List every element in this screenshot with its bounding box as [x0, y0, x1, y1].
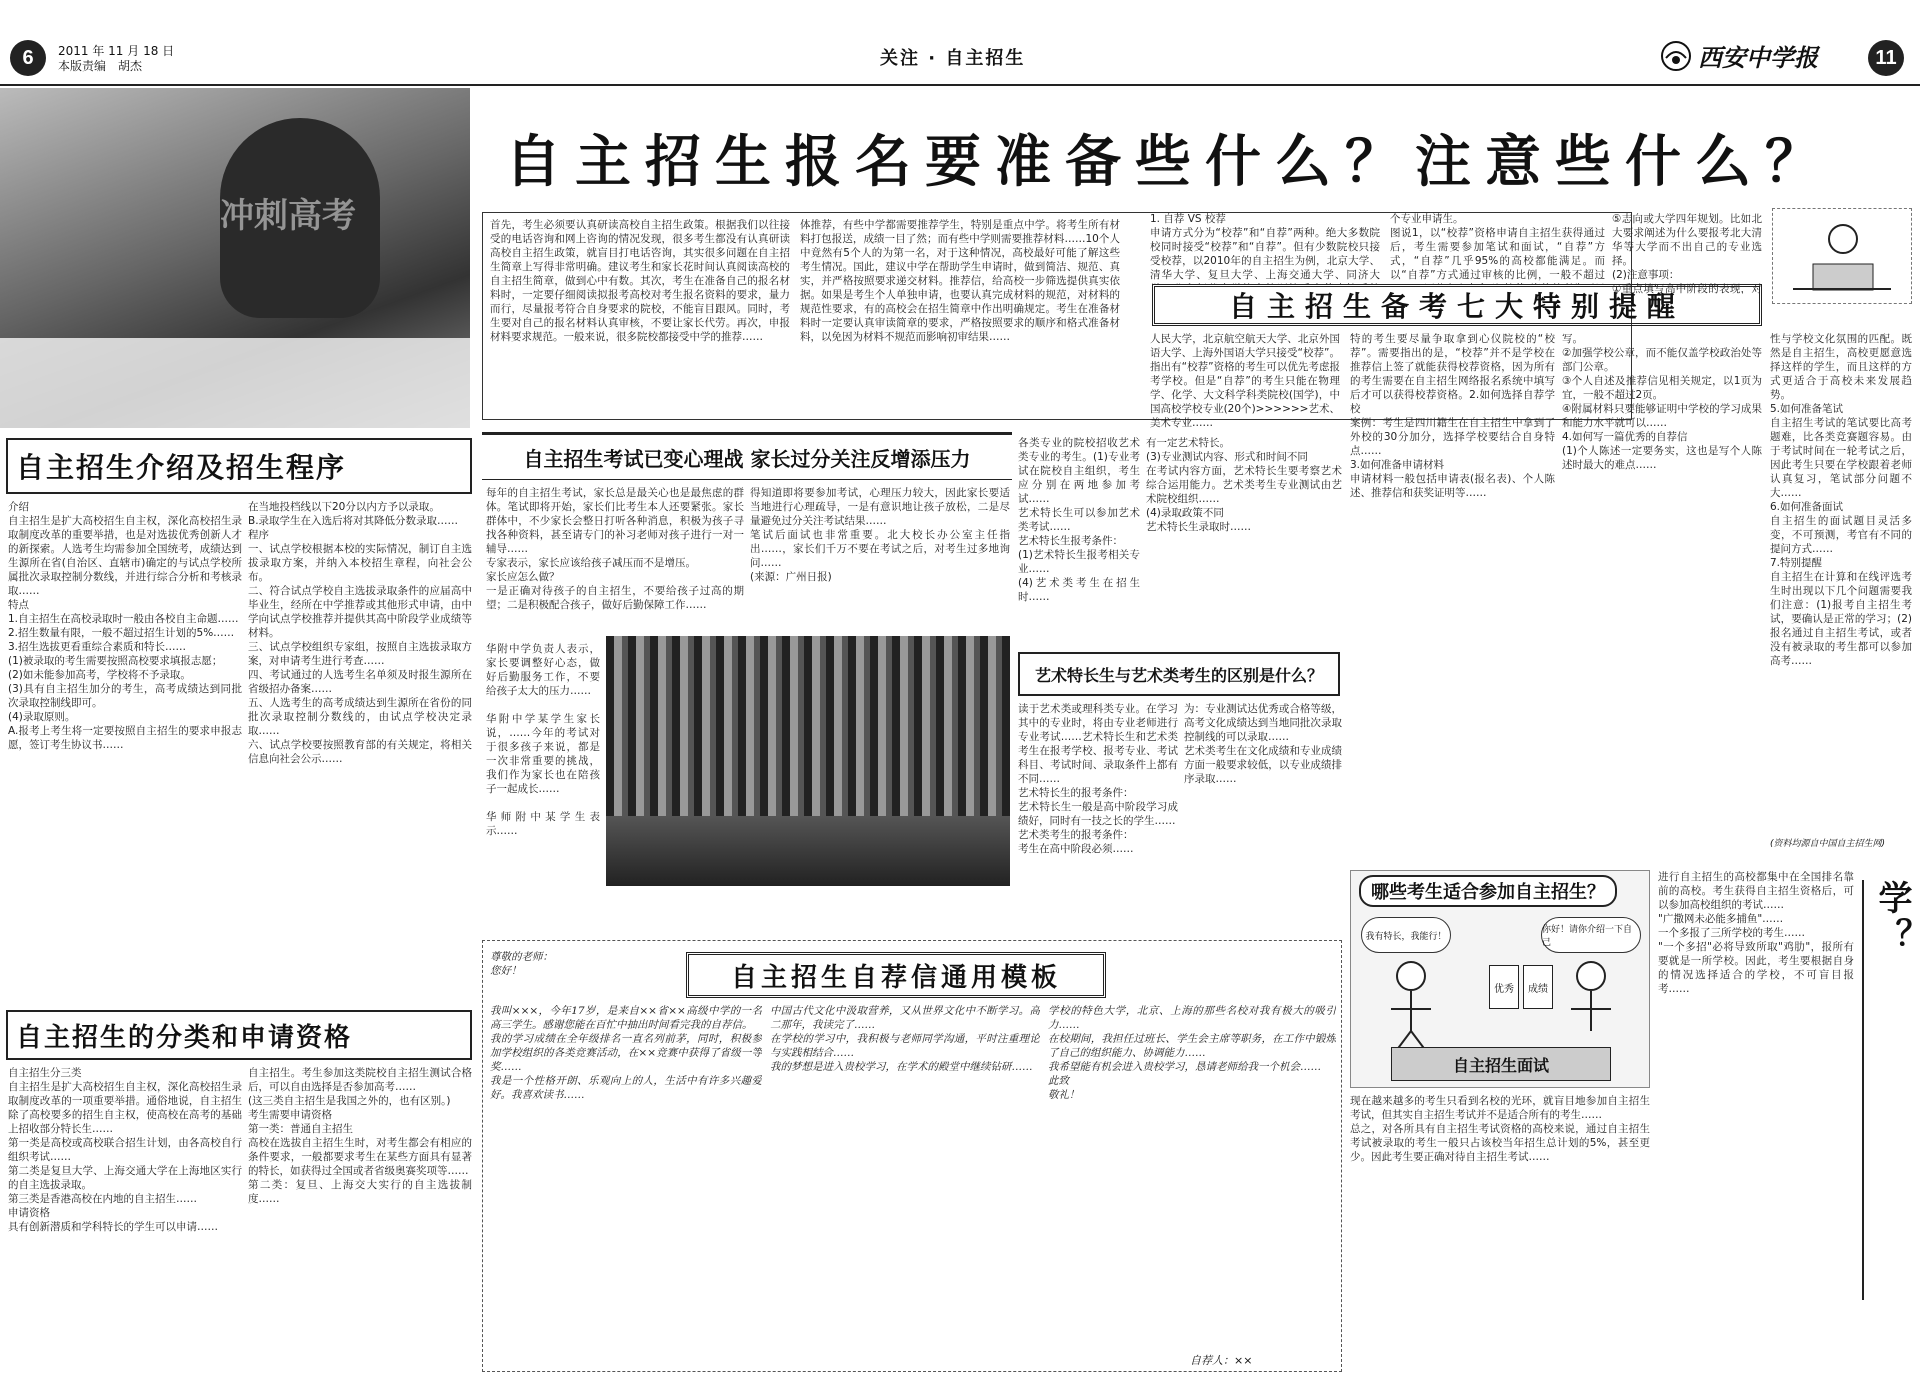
- section-title-psych-war: 自主招生考试已变心理战 家长过分关注反增添压力: [482, 432, 1012, 480]
- cartoon-title: 哪些考生适合参加自主招生？: [1359, 875, 1617, 907]
- section-title-intro-process: 自主招生介绍及招生程序: [6, 438, 472, 494]
- suitability-column: 现在越来越多的考生只看到名校的光环，就盲目地参加自主招生考试，但其实自主招生考试并不是适合所有的考生…… 总之，对各所具有自主招生考试资格的高校来说，通过自主招生考试被录取的考生一般只占该校当年招生总计划的5%，甚至更少。因此考生要正确对待自主招生考试……: [1350, 1095, 1650, 1163]
- header-divider: [0, 84, 1920, 86]
- page-number-left: 6: [10, 40, 46, 76]
- seven-source: (资料均源自中国自主招生网): [1770, 839, 1886, 849]
- seven-column-4: 性与学校文化氛围的匹配。既然是自主招生，高校更愿意选择这样的学生，而且这样的方式更适合于高校未来发展趋势。 5.如何准备笔试 自主招生考试的笔试要比高考题难，比各类竞赛题容易。由于考试时间在一轮考试之后，因此考生只要在学校跟着老师认真复习，笔试部分问题不大…… 6.如何准备面试 自主招生的面试题目灵活多变，不可预测，考官有不同的提问方式…… 7.特别提醒 自主招生在计算和在线评选考生时出现以下几个问题需要我们注意：(1)报考自主招生考试，要确认是正常的学习；(2)报名通过自主招生考试，或者没有被录取的考生都可以参加高考……: [1770, 333, 1912, 667]
- letter-column-2: 中国古代文化中汲取营养，又从世界文化中不断学习。高二那年，我读完了…… 在学校的学习中，我积极与老师同学沟通，平时注重理论与实践相结合…… 我的梦想是进入贵校学习，在学术的殿堂中继续钻研……: [770, 1005, 1040, 1073]
- section-title-category-eligibility: 自主招生的分类和申请资格: [6, 1010, 472, 1060]
- psych-lower-column: 华附中学负责人表示，家长要调整好心态，做好后勤服务工作，不要给孩子太大的压力…… 华附中学某学生家长说，……今年的考试对于很多孩子来说，都是一次非常重要的挑战，我们作为家长也在陪孩子一起成长…… 华师附中某学生表示……: [486, 643, 600, 837]
- seven-column-2: 特的考生要尽量争取拿到心仪院校的“校荐”。需要指出的是，“校荐”并不是学校在推荐信上签了就能获得校荐资格，因为所有的考生需要在自主招生网络报名系统中填写后才可以获得校荐资格。2.如何选择自荐学校 案例：考生是四川籍生在自主招生中拿到了外校的30分加分，选择学校要结合自身特点…… 3.如何准备申请材料 申请材料一般包括申请表(报名表)、个人陈述、推荐信和获奖证明等……: [1350, 333, 1555, 499]
- category-column-1: 自主招生分三类 自主招生是扩大高校招生自主权，深化高校招生录取制度改革的一项重要举措。通俗地说，自主招生除了高校要多的招生自主权，使高校在高考的基础上招收部分特长生…… 第一类是高校或高校联合招生计划，由各高校自行组织考试…… 第二类是复旦大学、上海交通大学在上海地区实行的自主选拔录取。 第三类是香港高校在内地的自主招生…… 申请资格 具有创新潜质和学科特长的学生可以申请……: [8, 1067, 242, 1233]
- intro-column-2: 体推荐，有些中学都需要推荐学生，特别是重点中学。将考生所有材料打包报送，成绩一目了然；而有些中学则需要推荐材料……10个人中竟然有5个人的为第一名，对于这种情况，高校最好可能了解这些考生情况。国此，建议中学在帮助学生申请时，做到简洁、规范、真实，并严格按照要求递交材料。推荐信，给高校一步筛选提供真实依据。如果是考生个人单独申请，也要认真完成材料的规范，对材料的规范性要求，有的高校会在招生简章中作出明确规定。考生在准备材料时一定要认真审读简章的要求，严格按照要求的顺序和格式准备材料，以免因为材料不规范而影响初审结果……: [800, 219, 1120, 343]
- intro-process-column-1: 介绍 自主招生是扩大高校招生自主权，深化高校招生录取制度改革的重要举措，也是对选拔优秀创新人才的新探索。人选考生均需参加全国统考，成绩达到生源所在省(自治区、直辖市)确定的与试点学校所属批次录取控制分数线，并进行综合分析和考核录取…… 特点 1.自主招生在高校录取时一般由各校自主命题…… 2.招生数量有限，一般不超过招生计划的5%…… 3.招生选拔更看重综合素质和特长…… (1)被录取的考生需要按照高校要求填报志愿； (2)如未能参加高考，学校将不予录取。 (3)具有自主招生加分的考生，高考成绩达到同批次录取控制线即可。 (4)录取原则。 A.报考上考生将一定要按照自主招生的要求申报志愿，签订考生协议书……: [8, 501, 242, 751]
- art-column-1: 各类专业的院校招收艺术类专业的考生。(1)专业考试在院校自主组织，考生应分别在两地参加考试…… 艺术特长生可以参加艺术类考试…… 艺术特长生报考条件： (1)艺术特长生报考相关专业…… (4)艺术类考生在招生时……: [1018, 437, 1140, 603]
- paper-masthead: [1660, 38, 1818, 73]
- seven-column-1: 人民大学，北京航空航天大学、北京外国语大学、上海外国语大学只接受“校荐”。指出有“校荐”资格的考生可以优先考虑报考学校。但是“自荐”的考生只能在物理学、化学、大文科学科类院校(国学)，中国高校学校专业(20个)>>>>>>艺术、美术专业……: [1150, 333, 1340, 429]
- psych-column-2: 得知道即将要参加考试，心理压力较大，因此家长要适当地进行心理疏导，一是有意识地让孩子放松，二是尽量避免过分关注考试结果…… 笔试后面试也非常重要。北大校长办公室主任指出……，家长们千万不要在考试之后，对考生过多地询问…… (来源：广州日报): [750, 487, 1010, 583]
- intro-column-4: 个专业申请生。 图说1，以“校荐”资格申请自主招生获得通过后，考生需要参加笔试和面试，“自荐”方式，“自荐”几乎95%的高校都能满足。而以“自荐”方式通过审核的比例，一般不超过: [1390, 213, 1605, 281]
- header-date: 2011 年 11 月 18 日: [58, 44, 175, 58]
- cartoon-grade-card: 成绩: [1523, 965, 1553, 1009]
- main-headline: 自主招生报名要准备些什么？注意些什么？: [505, 129, 1835, 195]
- header-section: 关注 · 自主招生: [880, 48, 1026, 69]
- cartoon-bubble-left: 我有特长，我能行！: [1361, 917, 1451, 953]
- letter-column-3: 学校的特色大学，北京、上海的那些名校对我有极大的吸引力…… 在校期间，我担任过班长、学生会主席等职务，在工作中锻炼了自己的组织能力、协调能力…… 我希望能有机会进入贵校学习，恳请老师给我一个机会…… 此致 敬礼！: [1048, 1005, 1336, 1101]
- cartoon-cert-card: 优秀: [1489, 965, 1519, 1009]
- letter-column-1: 我叫×××，今年17岁，是来自××省××高级中学的一名高三学生。感谢您能在百忙中抽出时间看完我的自荐信。 我的学习成绩在全年级排名一直名列前茅，同时，积极参加学校组织的各类竞赛活动，在××竞赛中获得了省级一等奖…… 我是一个性格开朗、乐观向上的人，生活中有许多兴趣爱好。我喜欢读书……: [490, 1005, 762, 1101]
- psych-column-1: 每年的自主招生考试，家长总是最关心也是最焦虑的群体。笔试即将开始，家长们比考生本人还要紧张。家长群体中，不少家长会整日打听各种消息，积极为孩子寻找各种资料，甚至请专门的补习老师对孩子进行一对一辅导…… 专家表示，家长应该给孩子减压而不是增压。 家长应怎么做？ 一是正确对待孩子的自主招生，不要给孩子过高的期望；二是积极配合孩子，做好后勤保障工作……: [486, 487, 744, 611]
- art-lower-column-2: 为：专业测试达优秀或合格等级，高考文化成绩达到当地同批次录取控制线的可以录取…… 艺术类考生在文化成绩和专业成绩方面一般要求较低，以专业成绩排序录取……: [1184, 703, 1342, 785]
- intro-column-1: 首先，考生必须要认真研读高校自主招生政策。根据我们以往接受的电话咨询和网上咨询的情况发现，很多考生都没有认真研读高校自主招生政策，就盲目打电话咨询，其实很多问题在自主招生简章上写得非常明确。建议考生和家长花时间认真阅读高校的自主招生简章，做到心中有数。其次，考生在准备自己的报名材料时，一定要仔细阅读拟报考高校对考生报名资料的要求，量力而行，尽量报考符合自身要求的院校，不能盲目跟风。同时，考生要对自己的报名材料认真审核，不要让家长代劳。再次，申报材料要求规范。一般来说，很多院校都接受中学的推荐……: [490, 219, 790, 343]
- header-date-block: [58, 44, 174, 74]
- intro-process-column-2: 在当地投档线以下20分以内方予以录取。 B.录取学生在入选后将对其降低分数录取…… 程序 一、试点学校根据本校的实际情况，制订自主选拔录取方案，并纳入本校招生章程，向社会公布。 二、符合试点学校自主选拔录取条件的应届高中毕业生，经所在中学推荐或其他形式申请，由中学向试点学校推荐并提供其高中阶段学业成绩等材料。 三、试点学校组织专家组，按照自主选拔录取方案，对申请考生进行考查…… 四、考试通过的人选考生名单须及时报生源所在省级招办备案…… 五、人选考生的高考成绩达到生源所在省份的同批次录取控制分数线的，由试点学校决定录取…… 六、试点学校要按照教育部的有关规定，将相关信息向社会公示……: [248, 501, 472, 765]
- paper-name: 西安中学报: [1698, 43, 1818, 72]
- page-number-right: 11: [1868, 40, 1904, 76]
- cartoon-suitability: [1350, 870, 1650, 1088]
- letter-signature: 自荐人：××: [1190, 1354, 1253, 1367]
- cartoon-bubble-right: 你好！请你介绍一下自己: [1541, 917, 1641, 953]
- intro-column-5: ⑤志向或大学四年规划。比如北大要求阐述为什么要报考北大清华等大学而不出自己的专业选择。 (2)注意事项： ①重点填写高中阶段的表现，对: [1612, 213, 1762, 294]
- multi-apply-column: 进行自主招生的高校都集中在全国排名靠前的高校。考生获得自主招生资格后，可以参加高校组织的考试…… "广撒网未必能多捕鱼"…… 一个多报了三所学校的考生…… "一个多招"必将导致所取"鸡肋"，报所有要就是一所学校。因此，考生要根据自身的情况选择适合的学校，不可盲目报考……: [1658, 871, 1854, 995]
- photo-watermark-text: 冲刺高考: [220, 196, 356, 236]
- paper-logo-icon: [1660, 40, 1692, 72]
- desk-paper: [0, 338, 470, 428]
- letter-greeting: 尊敬的老师： 您好！: [490, 951, 553, 977]
- student-photo: [0, 88, 470, 428]
- exam-gate-photo: [606, 636, 1010, 886]
- category-column-2: 自主招生。考生参加这类院校自主招生测试合格后，可以自由选择是否参加高考…… (这三类自主招生是我国之外的，也有区别。) 考生需要申请资格 第一类：普通自主招生 高校在选拔自主招生生时，对考生都会有相应的条件要求，一般都要求考生在某些方面具有显著的特长，如获得过全国或者省级奥赛奖项等…… 第二类：复旦、上海交大实行的自主选拔制度……: [248, 1067, 472, 1205]
- letter-title: 自主招生自荐信通用模板: [686, 952, 1106, 998]
- header-editor: 本版责编 胡杰: [58, 59, 143, 73]
- art-column-2: 有一定艺术特长。 (3)专业测试内容、形式和时间不同 在考试内容方面，艺术特长生要考察艺术综合运用能力。艺术类考生专业测试由艺术院校组织…… (4)录取政策不同 艺术特长生录取时……: [1146, 437, 1342, 533]
- cartoon-stage-sign: 自主招生面试: [1391, 1047, 1611, 1081]
- crowd-silhouette: [606, 816, 1010, 886]
- vertical-title-multi-apply: 学？: [1862, 880, 1920, 1300]
- studying-figure-icon: [1773, 209, 1911, 303]
- intro-column-3: 1. 自荐 VS 校荐 申请方式分为“校荐”和“自荐”两种。绝大多数院校同时接受“校荐”和“自荐”。但有少数院校只接受校荐，以2010年的自主招生为例，北京大学、清华大学、复旦大学、上海交通大学、同济大: [1150, 213, 1380, 281]
- seven-reminders-banner: 自主招生备考七大特别提醒: [1152, 284, 1762, 326]
- art-lower-column-1: 读于艺术类或理科类专业。在学习其中的专业时，将由专业老师进行专业考试……艺术特长生和艺术类考生在报考学校、报考专业、考试科目、考试时间、录取条件上都有不同…… 艺术特长生的报考条件： 艺术特长生一般是高中阶段学习成绩好，同时有一技之长的学生…… 艺术类考生的报考条件： 考生在高中阶段必须……: [1018, 703, 1178, 855]
- seven-column-3: 写。 ②加强学校公章，而不能仅盖学校政治处等部门公章。 ③个人自述及推荐信见相关规定，以1页为宜，一般不超过2页。 ④附属材料只要能够证明中学校的学习成果和能力水平就可以…… 4.如何写一篇优秀的自荐信 (1)个人陈述一定要务实，这也是写个人陈述时最大的难点……: [1562, 333, 1762, 471]
- section-title-art-difference: 艺术特长生与艺术类考生的区别是什么？: [1018, 652, 1340, 696]
- page-header: [0, 0, 1920, 100]
- cartoon-studying: [1772, 208, 1912, 304]
